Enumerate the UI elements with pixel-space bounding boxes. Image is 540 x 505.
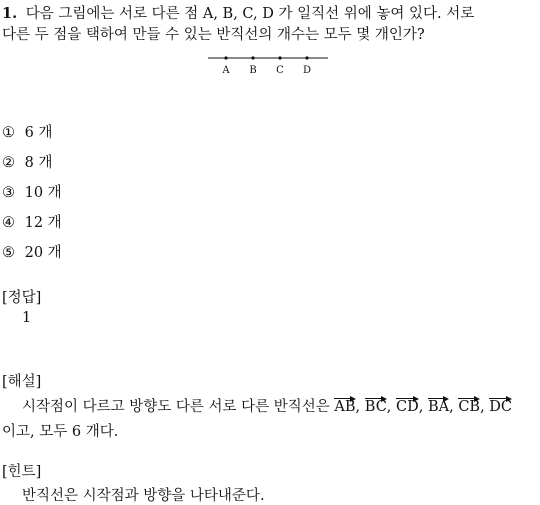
point-a-dot — [224, 56, 227, 59]
choice-4-mark: ④ — [2, 215, 15, 231]
ray-label: CB — [458, 399, 481, 415]
hint-text: 반직선은 시작점과 방향을 나타내준다. — [22, 488, 265, 504]
point-b-dot — [251, 56, 254, 59]
choice-3-text: 10 개 — [24, 185, 62, 201]
ray-separator: , — [386, 399, 397, 415]
question-line-1 — [2, 2, 474, 23]
choice-3-mark: ③ — [2, 185, 15, 201]
explanation-line-2: 이고, 모두 6 개다. — [2, 424, 119, 440]
collinear-points-figure — [200, 50, 340, 80]
ray-ab — [334, 399, 355, 415]
ray-separator: , — [355, 399, 365, 415]
question-text-1: 다음 그림에는 서로 다른 점 A, B, C, D 가 일직선 위에 놓여 있다. 서로 — [25, 6, 475, 22]
explanation-line-1 — [22, 395, 512, 416]
choice-1-mark: ① — [2, 125, 15, 141]
ray-arrow-icon — [334, 396, 355, 402]
ray-arrow-icon — [428, 396, 449, 402]
ray-label: CD — [396, 399, 419, 415]
ray-label: DC — [489, 399, 513, 415]
ray-arrow-icon — [396, 396, 419, 402]
ray-label: BC — [364, 399, 387, 415]
point-b-label: B — [249, 65, 257, 76]
choice-5[interactable] — [2, 241, 62, 262]
answer-value: 1 — [22, 310, 32, 326]
answer-label: [정답] — [2, 290, 42, 306]
ray-arrow-icon — [458, 396, 480, 402]
choice-5-mark: ⑤ — [2, 245, 15, 261]
ray-label: AB — [334, 399, 356, 415]
ray-separator: , — [449, 399, 459, 415]
point-c-dot — [278, 56, 281, 59]
ray-arrow-icon — [489, 396, 512, 402]
choice-3[interactable] — [2, 181, 62, 202]
hint-label: [힌트] — [2, 464, 42, 480]
point-d-dot — [305, 56, 308, 59]
question-text-2: 다른 두 점을 택하여 만들 수 있는 반직선의 개수는 모두 몇 개인가? — [2, 27, 425, 43]
choice-2[interactable] — [2, 151, 52, 172]
explanation-text-prefix: 시작점이 다르고 방향도 다른 서로 다른 반직선은 — [22, 399, 330, 415]
ray-bc — [365, 399, 387, 415]
choice-4[interactable] — [2, 211, 62, 232]
ray-separator: , — [480, 399, 490, 415]
ray-list — [334, 399, 512, 415]
point-c-label: C — [276, 65, 284, 76]
ray-dc — [489, 399, 512, 415]
choice-2-text: 8 개 — [24, 155, 53, 171]
question-number: 1. — [2, 5, 18, 22]
ray-label: BA — [427, 399, 450, 415]
ray-separator: , — [418, 399, 428, 415]
ray-ba — [428, 399, 449, 415]
ray-cd — [396, 399, 419, 415]
ray-cb — [458, 399, 480, 415]
choice-2-mark: ② — [2, 155, 15, 171]
choice-4-text: 12 개 — [24, 215, 62, 231]
ray-arrow-icon — [365, 396, 387, 402]
choice-5-text: 20 개 — [24, 245, 62, 261]
explanation-label: [해설] — [2, 374, 42, 390]
point-d-label: D — [302, 65, 312, 76]
choice-1-text: 6 개 — [24, 125, 53, 141]
choice-1[interactable] — [2, 121, 52, 142]
point-a-label: A — [222, 65, 230, 76]
